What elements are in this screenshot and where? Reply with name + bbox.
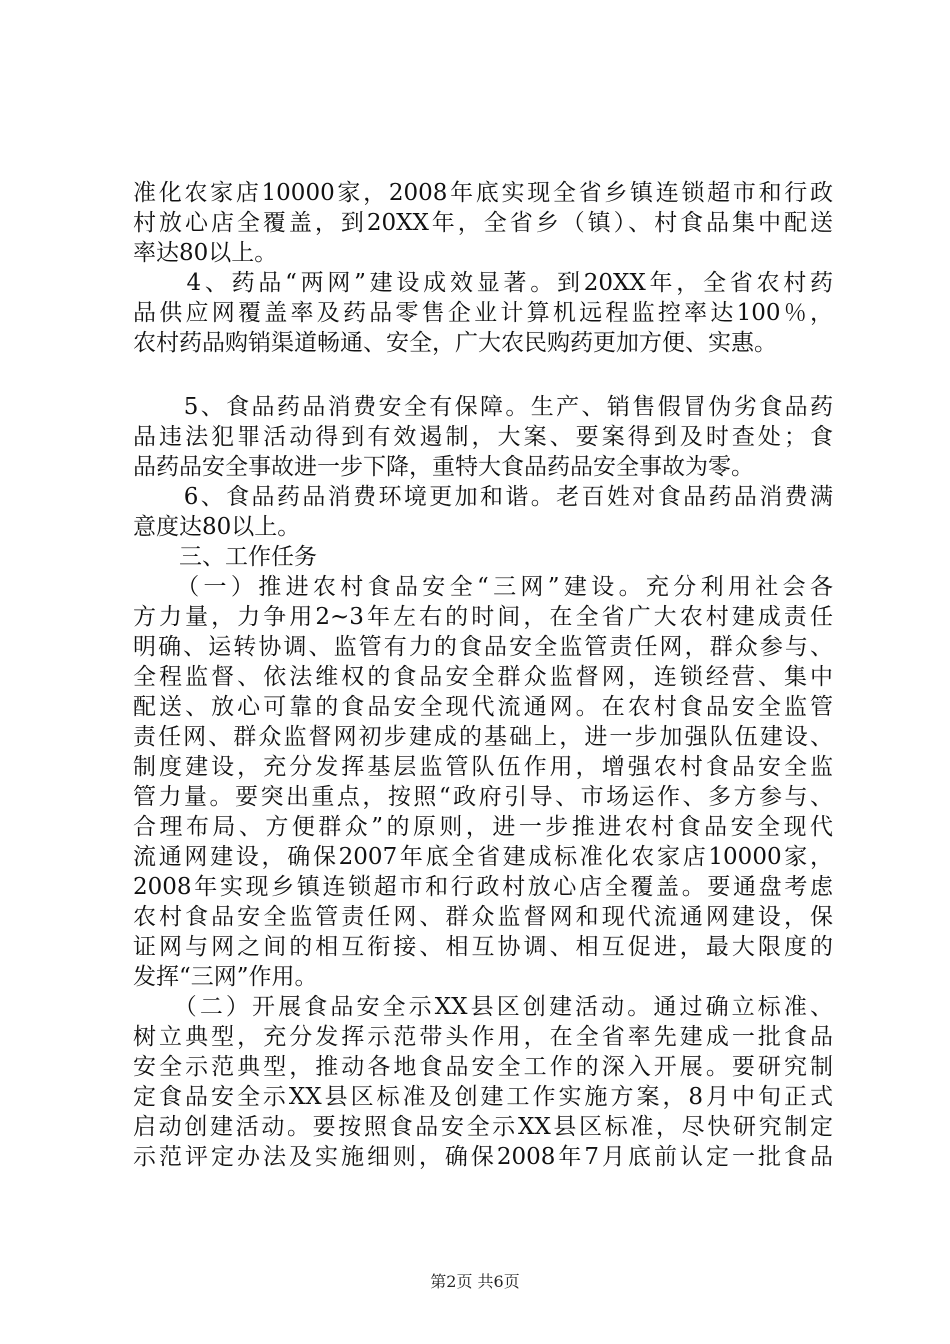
text-line: 农村食品安全监管责任网、群众监督网和现代流通网建设，保 [133, 904, 833, 930]
text-line: 明确、运转协调、监管有力的食品安全监管责任网，群众参与、 [133, 634, 833, 660]
text-line: 制度建设，充分发挥基层监管队伍作用，增强农村食品安全监 [133, 754, 833, 780]
text-line: 发挥“三网”作用。 [133, 964, 318, 990]
text-line: 管力量。要突出重点，按照“政府引导、市场运作、多方参与、 [133, 784, 833, 810]
text-line: 6、食品药品消费环境更加和谐。老百姓对食品药品消费满 [133, 484, 833, 510]
text-line: 配送、放心可靠的食品安全现代流通网。在农村食品安全监管 [133, 694, 833, 720]
text-line: 品违法犯罪活动得到有效遏制，大案、要案得到及时查处；食 [133, 424, 833, 450]
page-number-footer: 第2页 共6页 [430, 1272, 520, 1291]
text-line: 率达80以上。 [133, 240, 278, 266]
text-line: 品药品安全事故进一步下降，重特大食品药品安全事故为零。 [133, 454, 754, 480]
text-line: 证网与网之间的相互衔接、相互协调、相互促进，最大限度的 [133, 934, 833, 960]
text-line: 农村药品购销渠道畅通、安全，广大农民购药更加方便、实惠。 [133, 330, 777, 356]
text-line: 示范评定办法及实施细则，确保2008年7月底前认定一批食品 [133, 1144, 833, 1170]
text-line: 品供应网覆盖率及药品零售企业计算机远程监控率达100％， [133, 300, 833, 326]
text-line: 意度达80以上。 [133, 514, 301, 540]
text-line: （一）推进农村食品安全“三网”建设。充分利用社会各 [133, 574, 833, 600]
text-line: 安全示范典型，推动各地食品安全工作的深入开展。要研究制 [133, 1054, 833, 1080]
text-line: 准化农家店10000家，2008年底实现全省乡镇连锁超市和行政 [133, 180, 833, 206]
text-line: 树立典型，充分发挥示范带头作用，在全省率先建成一批食品 [133, 1024, 833, 1050]
text-line: 合理布局、方便群众”的原则，进一步推进农村食品安全现代 [133, 814, 833, 840]
text-line: 启动创建活动。要按照食品安全示XX县区标准，尽快研究制定 [133, 1114, 833, 1140]
text-line: 2008年实现乡镇连锁超市和行政村放心店全覆盖。要通盘考虑 [133, 874, 833, 900]
text-line: 全程监督、依法维权的食品安全群众监督网，连锁经营、集中 [133, 664, 833, 690]
text-line: 责任网、群众监督网初步建成的基础上，进一步加强队伍建设、 [133, 724, 833, 750]
section-heading: 三、工作任务 [133, 544, 317, 570]
text-line: 5、食品药品消费安全有保障。生产、销售假冒伪劣食品药 [133, 394, 833, 420]
text-line: 定食品安全示XX县区标准及创建工作实施方案，8月中旬正式 [133, 1084, 833, 1110]
text-line: 4、药品“两网”建设成效显著。到20XX年，全省农村药 [133, 270, 833, 296]
text-line: 村放心店全覆盖，到20XX年，全省乡（镇）、村食品集中配送 [133, 210, 833, 236]
text-line: 方力量，力争用2~3年左右的时间，在全省广大农村建成责任 [133, 604, 833, 630]
text-line: 流通网建设，确保2007年底全省建成标准化农家店10000家， [133, 844, 833, 870]
text-line: （二）开展食品安全示XX县区创建活动。通过确立标准、 [133, 994, 833, 1020]
